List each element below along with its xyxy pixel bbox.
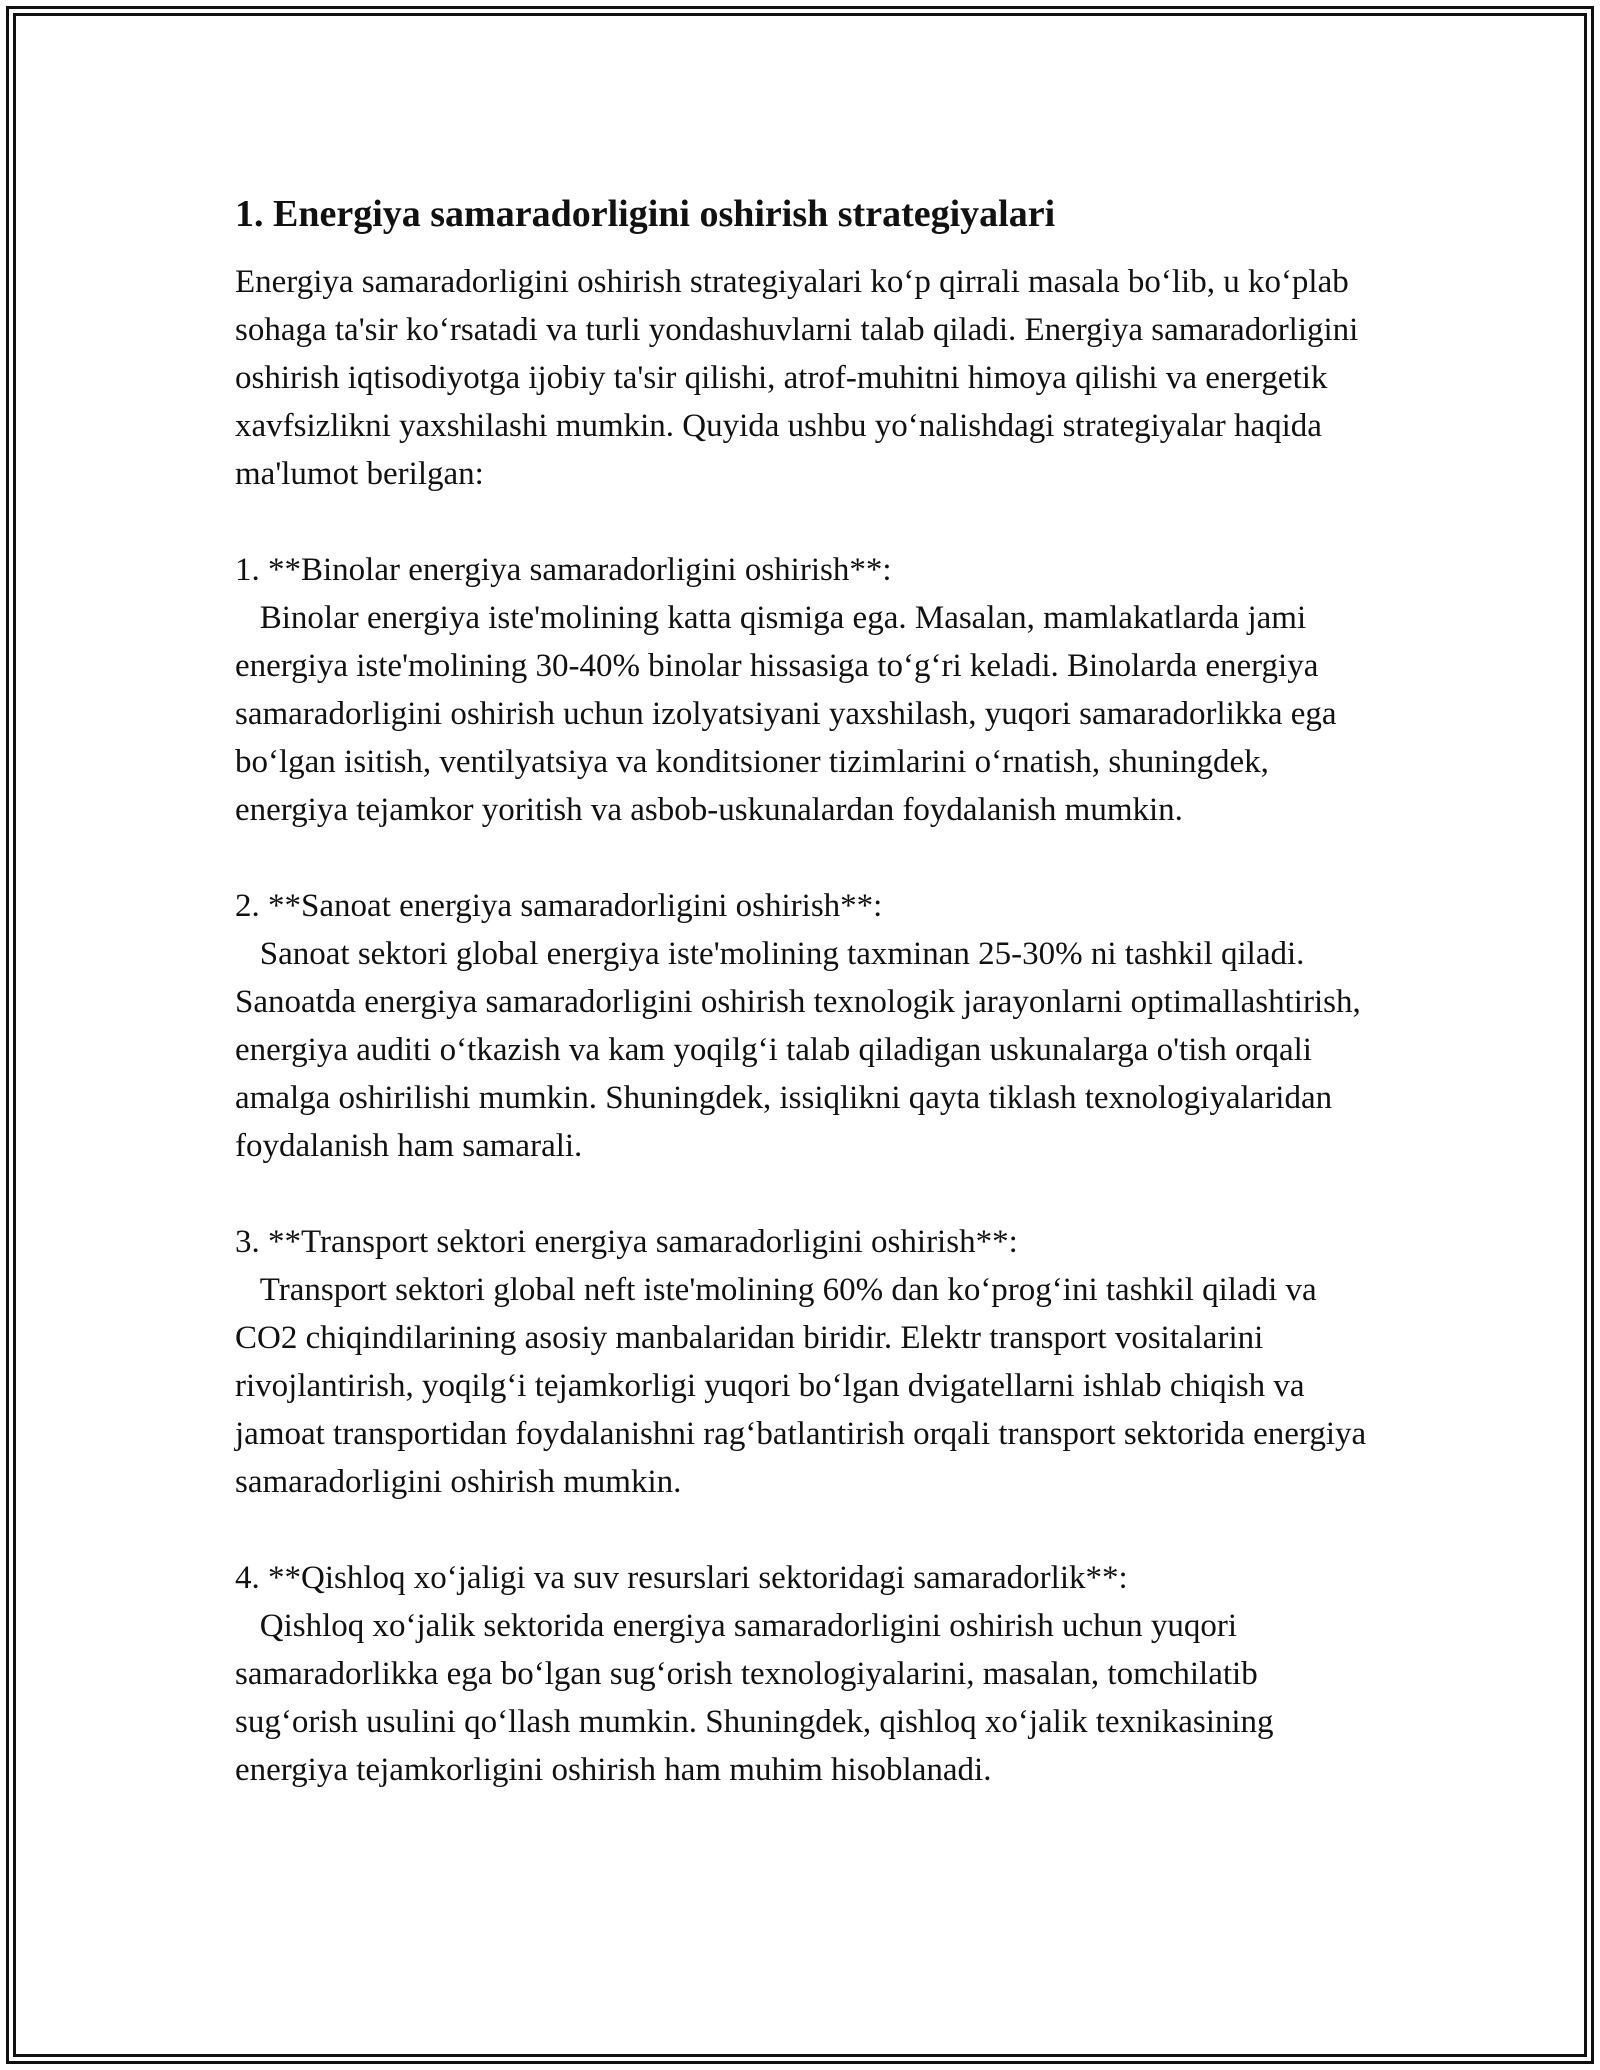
section-heading: 4. **Qishloq xo‘jaligi va suv resurslari sektoridagi samaradorlik**:	[235, 1560, 1128, 1596]
section-body: Qishloq xo‘jalik sektorida energiya samaradorligini oshirish uchun yuqori samaradorlikka ega bo‘lgan sug‘orish texnologiyalarini, masalan, tomchilatib sug‘orish usulini qo‘llash mumkin. Shuningdek, qishloq xo‘jalik texnikasining energiya tejamkorligini oshirish ham muhim hisoblanadi.	[235, 1608, 1282, 1788]
section-heading: 3. **Transport sektori energiya samaradorligini oshirish**:	[235, 1224, 1018, 1260]
section-heading: 2. **Sanoat energiya samaradorligini oshirish**:	[235, 888, 883, 924]
section-body: Transport sektori global neft iste'molining 60% dan ko‘prog‘ini tashkil qiladi va CO2 chiqindilarining asosiy manbalaridan biridir. Elektr transport vositalarini rivojlantirish, yoqilg‘i tejamkorligi yuqori bo‘lgan dvigatellarni ishlab chiqish va jamoat transportidan foydalanishni rag‘batlantirish orqali transport sektorida energiya samaradorligini oshirish mumkin.	[235, 1272, 1375, 1500]
section-body: Binolar energiya iste'molining katta qismiga ega. Masalan, mamlakatlarda jami energiya iste'molining 30-40% binolar hissasiga to‘g‘ri keladi. Binolarda energiya samaradorligini oshirish uchun izolyatsiyani yaxshilash, yuqori samaradorlikka ega bo‘lgan isitish, ventilyatsiya va konditsioner tizimlarini o‘rnatish, shuningdek, energiya tejamkor yoritish va asbob-uskunalardan foydalanish mumkin.	[235, 600, 1345, 828]
section-heading: 1. **Binolar energiya samaradorligini oshirish**:	[235, 552, 892, 588]
section-industry	[235, 882, 1380, 1170]
section-transport	[235, 1218, 1380, 1506]
section-agriculture	[235, 1554, 1380, 1794]
section-body: Sanoat sektori global energiya iste'molining taxminan 25-30% ni tashkil qiladi. Sanoatda energiya samaradorligini oshirish texnologik jarayonlarni optimallashtirish, energiya auditi o‘tkazish va kam yoqilg‘i talab qiladigan uskunalarga o'tish orqali amalga oshirilishi mumkin. Shuningdek, issiqlikni qayta tiklash texnologiyalaridan foydalanish ham samarali.	[235, 936, 1369, 1164]
intro-paragraph: Energiya samaradorligini oshirish strategiyalari ko‘p qirrali masala bo‘lib, u ko‘plab sohaga ta'sir ko‘rsatadi va turli yondashuvlarni talab qiladi. Energiya samaradorligini oshirish iqtisodiyotga ijobiy ta'sir qilishi, atrof-muhitni himoya qilishi va energetik xavfsizlikni yaxshilashi mumkin. Quyida ushbu yo‘nalishdagi strategiyalar haqida ma'lumot berilgan:	[235, 264, 1367, 492]
document-body	[235, 190, 1380, 1794]
section-buildings	[235, 546, 1380, 834]
document-title: 1. Energiya samaradorligini oshirish strategiyalari	[235, 193, 1056, 235]
